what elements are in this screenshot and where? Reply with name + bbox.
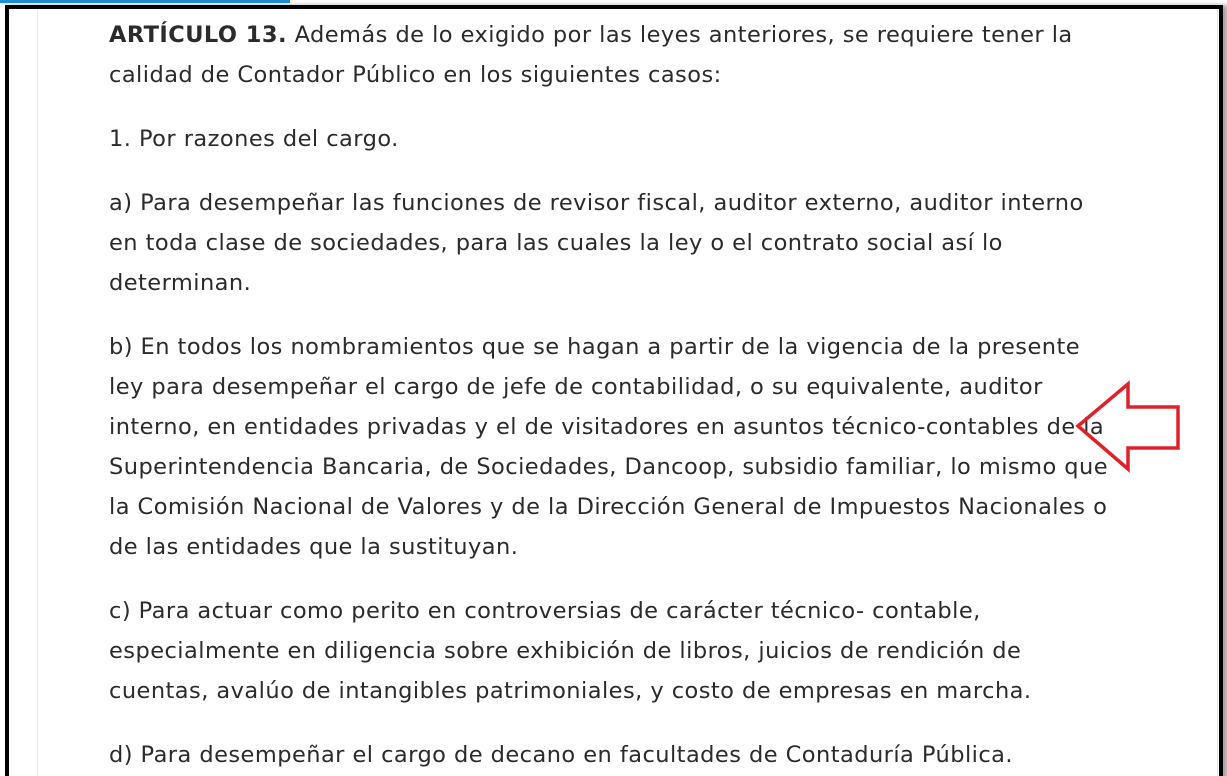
- item-c-paragraph: c) Para actuar como perito en controversias de carácter técnico- contable, especialmente en diligencia sobre exhibición de libros, juicios de rendición de cuentas, avalúo de intangibles patrimoniales, y costo de empresas en marcha.: [109, 598, 1032, 704]
- item-a-paragraph: a) Para desempeñar las funciones de revisor fiscal, auditor externo, auditor interno en toda clase de sociedades, para las cuales la ley o el contrato social así lo determinan.: [109, 190, 1084, 296]
- article-intro: Además de lo exigido por las leyes anteriores, se requiere tener la calidad de Contador Público en los siguientes casos:: [109, 22, 1073, 88]
- left-column-rule: [37, 9, 38, 776]
- screenshot-frame: [5, 5, 1223, 776]
- top-accent-bar: [0, 0, 290, 3]
- left-arrow-outline-icon: [1074, 380, 1184, 475]
- right-column-rule: [1217, 9, 1218, 776]
- article-content: [109, 15, 1119, 776]
- article-label: ARTÍCULO 13.: [109, 22, 287, 48]
- item-d-paragraph: d) Para desempeñar el cargo de decano en facultades de Contaduría Pública.: [109, 742, 1014, 768]
- item-1-paragraph: 1. Por razones del cargo.: [109, 126, 399, 152]
- article-13-heading: [109, 15, 1119, 95]
- item-b-paragraph: b) En todos los nombramientos que se hagan a partir de la vigencia de la presente ley para desempeñar el cargo de jefe de contabilidad, o su equivalente, auditor interno, en entidades privadas y el de visitadores en asuntos técnico-contables de la Superintendencia Bancaria, de Sociedades, Dancoop, subsidio familiar, lo mismo que la Comisión Nacional de Valores y de la Dirección General de Impuestos Nacionales o de las entidades que la sustituyan.: [109, 334, 1109, 560]
